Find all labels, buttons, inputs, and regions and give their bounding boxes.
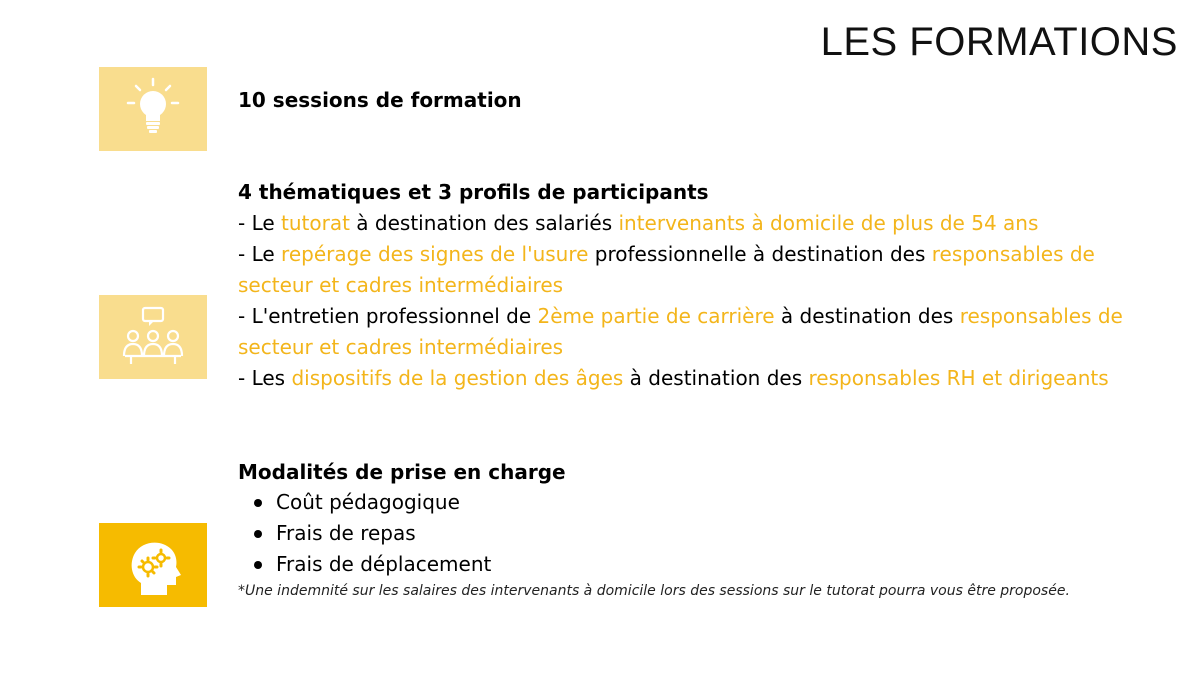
highlight-text: responsables de secteur et cadres intermédiaires [238,242,1095,297]
head-gears-icon-box [99,523,207,607]
highlight-text: intervenants à domicile de plus de 54 ans [618,211,1039,235]
highlight-text: tutorat [281,211,350,235]
plain-text: - Le [238,242,282,266]
support-list [238,487,1158,580]
head-gears-icon [121,533,185,597]
plain-text: à destination des [623,366,809,390]
list-item: Coût pédagogique [238,487,1158,518]
theme-line [238,363,1158,394]
highlight-text: dispositifs de la gestion des âges [291,366,624,390]
themes-list [238,208,1158,394]
meeting-group-icon [121,306,185,368]
plain-text: - Le [238,211,282,235]
lightbulb-icon [123,77,183,141]
page-title: LES FORMATIONS [820,20,1178,64]
plain-text: - L'entretien professionnel de [238,304,538,328]
plain-text: à destination des salariés [349,211,619,235]
plain-text: - Les [238,366,292,390]
section-heading-support: Modalités de prise en charge [238,460,566,484]
footnote: *Une indemnité sur les salaires des intervenants à domicile lors des sessions sur le tutorat pourra vous être proposée. [238,583,1070,599]
section-heading-themes: 4 thématiques et 3 profils de participants [238,180,709,204]
highlight-text: repérage des signes de l'usure [281,242,589,266]
highlight-text: responsables RH et dirigeants [808,366,1109,390]
theme-line [238,208,1158,239]
list-item: Frais de déplacement [238,549,1158,580]
section-heading-sessions: 10 sessions de formation [238,88,522,112]
list-item: Frais de repas [238,518,1158,549]
plain-text: à destination des [774,304,960,328]
highlight-text: 2ème partie de carrière [537,304,775,328]
meeting-group-icon-box [99,295,207,379]
highlight-text: responsables de secteur et cadres intermédiaires [238,304,1123,359]
theme-line [238,301,1158,363]
plain-text: professionnelle à destination des [588,242,932,266]
lightbulb-icon-box [99,67,207,151]
theme-line [238,239,1158,301]
